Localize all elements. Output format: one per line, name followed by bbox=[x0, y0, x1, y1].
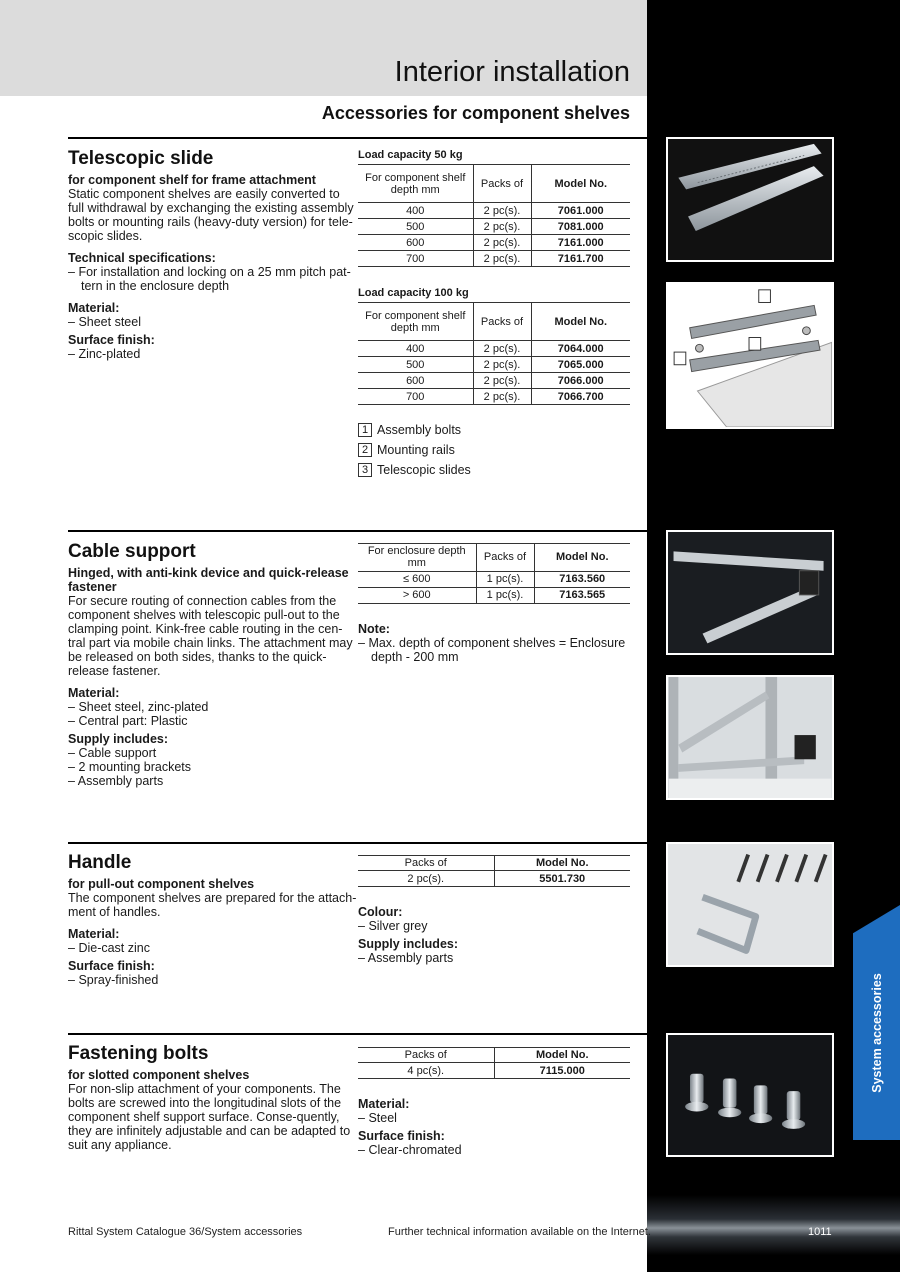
table-row: 4 pc(s). 7115.000 bbox=[358, 1063, 630, 1079]
legend-item bbox=[358, 423, 630, 437]
legend-number: 1 bbox=[358, 423, 372, 437]
cable-section bbox=[68, 541, 358, 788]
section-rule bbox=[68, 137, 647, 139]
list-item: – Sheet steel bbox=[68, 315, 358, 329]
section-rule bbox=[68, 1033, 647, 1035]
list-item: – 2 mounting brackets bbox=[68, 760, 358, 774]
list-item: – Cable support bbox=[68, 746, 358, 760]
col-header: Packs of bbox=[473, 165, 531, 203]
col-header: For component shelf depth mm bbox=[358, 165, 473, 203]
surface-label: Surface finish: bbox=[68, 333, 155, 348]
legend bbox=[358, 423, 630, 483]
telescopic-section bbox=[68, 148, 358, 361]
side-tab-label-wrap bbox=[853, 905, 900, 1140]
table-row: 400 2 pc(s). 7061.000 bbox=[358, 203, 630, 219]
note-list bbox=[358, 636, 630, 664]
material-list bbox=[68, 315, 358, 329]
cable-installed-illustration bbox=[668, 677, 832, 798]
surface-label: Surface finish: bbox=[68, 959, 155, 974]
legend-label: Telescopic slides bbox=[377, 463, 471, 477]
col-header: Packs of bbox=[358, 856, 494, 871]
section-subtitle: for slotted component shelves bbox=[68, 1068, 250, 1083]
table-caption: Load capacity 50 kg bbox=[358, 149, 463, 161]
supply-list bbox=[358, 951, 630, 965]
page-subtitle: Accessories for component shelves bbox=[321, 103, 630, 123]
material-label: Material: bbox=[68, 301, 120, 316]
legend-label: Mounting rails bbox=[377, 443, 455, 457]
table-row: 600 2 pc(s). 7066.000 bbox=[358, 373, 630, 389]
handle-photo bbox=[666, 842, 834, 967]
material-label: Material: bbox=[358, 1097, 410, 1112]
table-row: 2 pc(s). 5501.730 bbox=[358, 871, 630, 887]
section-description: For non-slip attachment of your components. The bolts are screwed into the longitudinal slots of the component shelf support surface. Conse-quently, they are infinitely adjustable and can be adapted to suit any appliance. bbox=[68, 1082, 351, 1153]
list-item: – Clear-chromated bbox=[358, 1143, 630, 1157]
list-item: – Silver grey bbox=[358, 919, 630, 933]
material-label: Material: bbox=[68, 686, 120, 701]
assembly-diagram bbox=[666, 282, 834, 429]
table-row: 500 2 pc(s). 7081.000 bbox=[358, 219, 630, 235]
footer-center: Further technical information available on the Internet. bbox=[388, 1226, 651, 1238]
section-rule bbox=[68, 842, 647, 844]
table-row: > 600 1 pc(s). 7163.565 bbox=[358, 587, 630, 603]
bolts-section bbox=[68, 1043, 358, 1152]
section-description: For secure routing of connection cables from the component shelves with telescopic pull-out to the clamping point. Kink-free cable routing in the cen-tral part via mobile chain links. The attachment may be released on both sides, thanks to the quick-release fastener. bbox=[68, 594, 353, 679]
spec-table bbox=[358, 855, 630, 887]
list-item: – Die-cast zinc bbox=[68, 941, 358, 955]
handle-section bbox=[68, 852, 358, 987]
handle-table bbox=[358, 855, 630, 965]
page-title: Interior installation bbox=[394, 56, 630, 88]
list-item: – Spray-finished bbox=[68, 973, 358, 987]
section-subtitle: for component shelf for frame attachment bbox=[68, 173, 316, 188]
col-header: Packs of bbox=[473, 303, 531, 341]
section-description: The component shelves are prepared for the attach-ment of handles. bbox=[68, 891, 357, 920]
table-row: 400 2 pc(s). 7064.000 bbox=[358, 341, 630, 357]
list-item: – Max. depth of component shelves = Enclosure depth - 200 mm bbox=[358, 636, 630, 664]
col-header: Packs of bbox=[476, 544, 534, 572]
bolts-photo bbox=[666, 1033, 834, 1157]
col-header: Model No. bbox=[494, 856, 630, 871]
material-list bbox=[68, 700, 358, 728]
legend-item bbox=[358, 443, 630, 457]
list-item: – Steel bbox=[358, 1111, 630, 1125]
spec-table bbox=[358, 543, 630, 604]
section-title: Fastening bolts bbox=[68, 1043, 209, 1064]
section-title: Handle bbox=[68, 852, 132, 873]
col-header: Model No. bbox=[494, 1048, 630, 1063]
supply-label: Supply includes: bbox=[358, 937, 459, 952]
section-subtitle: Hinged, with anti-kink device and quick-release fastener bbox=[68, 566, 349, 595]
colour-label: Colour: bbox=[358, 905, 403, 920]
cable-table bbox=[358, 543, 630, 664]
footer-left: Rittal System Catalogue 36/System accessories bbox=[68, 1226, 303, 1238]
cable-support-illustration bbox=[668, 532, 832, 653]
note-label: Note: bbox=[358, 621, 390, 636]
section-rule bbox=[68, 530, 647, 532]
table-caption: Load capacity 100 kg bbox=[358, 287, 469, 299]
table-row: ≤ 600 1 pc(s). 7163.560 bbox=[358, 571, 630, 587]
legend-number: 2 bbox=[358, 443, 372, 457]
list-item: – Sheet steel, zinc-plated bbox=[68, 700, 358, 714]
spec-table bbox=[358, 1047, 630, 1079]
table-row: 700 2 pc(s). 7066.700 bbox=[358, 389, 630, 405]
side-tab-label: System accessories bbox=[869, 972, 884, 1093]
col-header: Model No. bbox=[531, 165, 630, 203]
surface-label: Surface finish: bbox=[358, 1129, 445, 1144]
col-header: For enclosure depth mm bbox=[358, 544, 476, 572]
section-subtitle: for pull-out component shelves bbox=[68, 877, 255, 892]
tech-list bbox=[68, 265, 358, 293]
surface-list bbox=[68, 973, 358, 987]
telescopic-table-50 bbox=[358, 149, 630, 267]
surface-list bbox=[358, 1143, 630, 1157]
list-item: – Assembly parts bbox=[358, 951, 630, 965]
section-title: Telescopic slide bbox=[68, 148, 214, 169]
cable-support-installed-photo bbox=[666, 675, 834, 800]
legend-number: 3 bbox=[358, 463, 372, 477]
cable-support-photo bbox=[666, 530, 834, 655]
material-list bbox=[358, 1111, 630, 1125]
list-item: – For installation and locking on a 25 mm pitch pat-tern in the enclosure depth bbox=[68, 265, 358, 293]
colour-list bbox=[358, 919, 630, 933]
legend-label: Assembly bolts bbox=[377, 423, 462, 437]
table-row: 600 2 pc(s). 7161.000 bbox=[358, 235, 630, 251]
slide-illustration bbox=[668, 139, 832, 260]
assembly-illustration bbox=[668, 284, 832, 427]
bolts-illustration bbox=[668, 1035, 832, 1155]
col-header: For component shelf depth mm bbox=[358, 303, 473, 341]
col-header: Model No. bbox=[534, 544, 630, 572]
supply-label: Supply includes: bbox=[68, 732, 169, 747]
section-description: Static component shelves are easily converted to full withdrawal by exchanging the existing assembly bolts or mounting rails (heavy-duty version) for tele-scopic slides. bbox=[68, 187, 354, 244]
surface-list bbox=[68, 347, 358, 361]
section-title: Cable support bbox=[68, 541, 196, 562]
tech-label: Technical specifications: bbox=[68, 251, 216, 266]
col-header: Packs of bbox=[358, 1048, 494, 1063]
spec-table bbox=[358, 164, 630, 267]
material-label: Material: bbox=[68, 927, 120, 942]
list-item: – Assembly parts bbox=[68, 774, 358, 788]
bolts-table bbox=[358, 1047, 630, 1157]
table-row: 500 2 pc(s). 7065.000 bbox=[358, 357, 630, 373]
spec-table bbox=[358, 302, 630, 405]
telescopic-table-100 bbox=[358, 287, 630, 405]
col-header: Model No. bbox=[531, 303, 630, 341]
list-item: – Zinc-plated bbox=[68, 347, 358, 361]
sidebar-glow bbox=[647, 1195, 900, 1255]
legend-item bbox=[358, 463, 630, 477]
page-number: 1011 bbox=[808, 1226, 832, 1238]
supply-list bbox=[68, 746, 358, 788]
list-item: – Central part: Plastic bbox=[68, 714, 358, 728]
telescopic-slide-photo bbox=[666, 137, 834, 262]
handle-illustration bbox=[668, 844, 832, 965]
material-list bbox=[68, 941, 358, 955]
table-row: 700 2 pc(s). 7161.700 bbox=[358, 251, 630, 267]
